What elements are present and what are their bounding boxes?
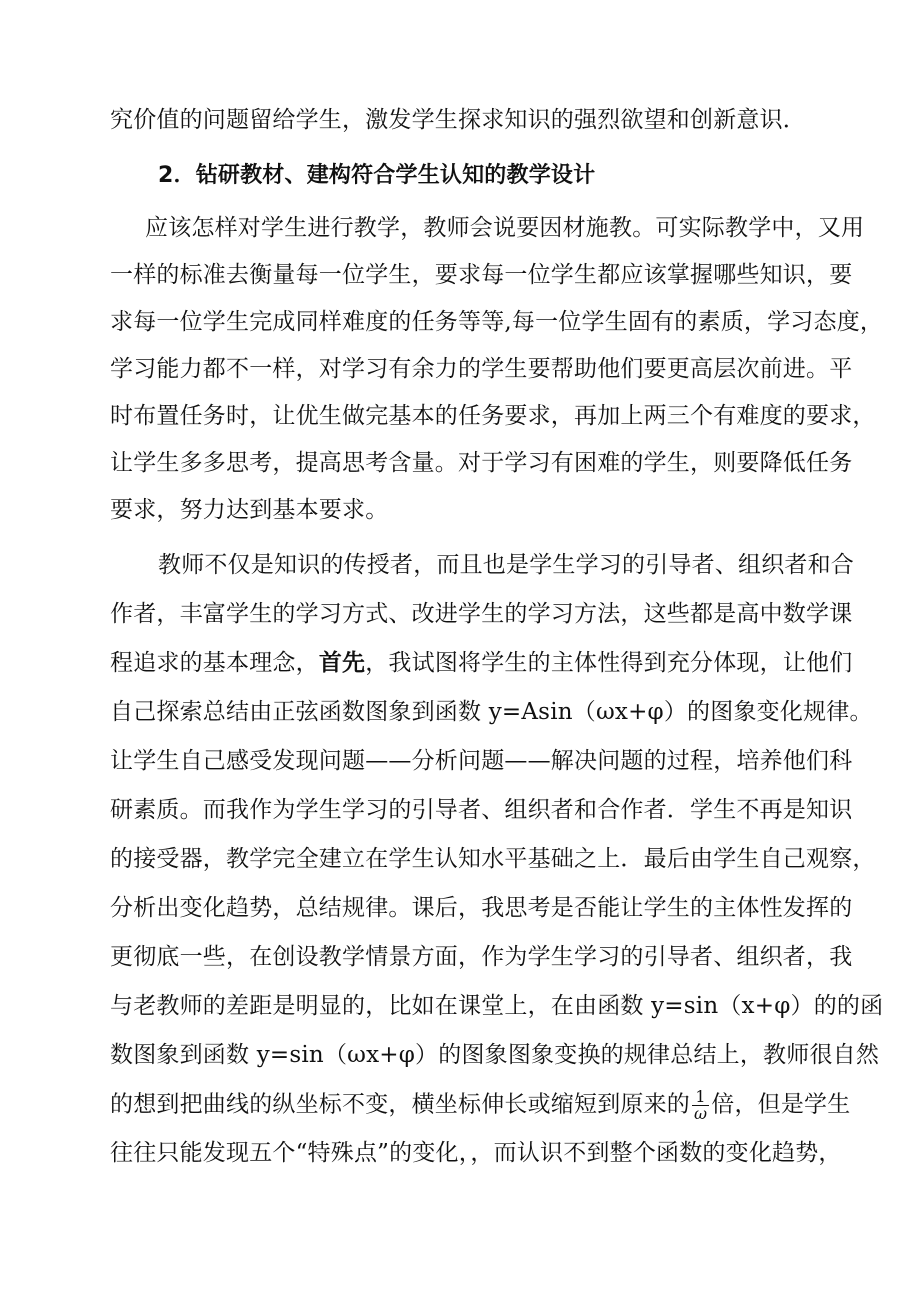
paragraph-line: 一样的标准去衡量每一位学生，要求每一位学生都应该掌握哪些知识，要 xyxy=(110,262,853,288)
paragraph-line xyxy=(110,648,853,678)
paragraph-line: 数图象到函数 y=sin（ωx+φ）的图象图象变换的规律总结上，教师很自然 xyxy=(110,1042,880,1068)
paragraph-line: 要求，努力达到基本要求。 xyxy=(110,497,389,523)
line-text: 的想到把曲线的纵坐标不变，横坐标伸长或缩短到原来的 xyxy=(110,1091,690,1118)
paragraph-line: 究价值的问题留给学生，激发学生探求知识的强烈欲望和创新意识． xyxy=(110,107,806,133)
line-text: 倍，但是学生 xyxy=(711,1091,851,1118)
line-text: 程追求的基本理念， xyxy=(110,650,319,676)
paragraph-line: 求每一位学生完成同样难度的任务等等,每一位学生固有的素质，学习态度， xyxy=(110,309,884,335)
fraction-numerator: 1 xyxy=(692,1089,709,1106)
paragraph-line: 让学生多多思考，提高思考含量。对于学习有困难的学生，则要降低任务 xyxy=(110,450,853,476)
paragraph-line: 研素质。而我作为学生学习的引导者、组织者和合作者．学生不再是知识 xyxy=(110,797,853,823)
line-text: ，我试图将学生的主体性得到充分体现，让他们 xyxy=(365,650,853,676)
paragraph-line: 应该怎样对学生进行教学，教师会说要因材施教。可实际教学中，又用 xyxy=(145,215,865,241)
paragraph-line: 更彻底一些，在创设教学情景方面，作为学生学习的引导者、组织者，我 xyxy=(110,944,853,970)
paragraph-line: 作者，丰富学生的学习方式、改进学生的学习方法，这些都是高中数学课 xyxy=(110,601,853,627)
paragraph-line: 与老教师的差距是明显的，比如在课堂上，在由函数 y=sin（x+φ）的的函 xyxy=(110,993,884,1019)
paragraph-line xyxy=(110,1087,851,1123)
fraction xyxy=(692,1089,709,1122)
emphasis-text: 首先 xyxy=(318,650,366,676)
paragraph-line: 学习能力都不一样，对学习有余力的学生要帮助他们要更高层次前进。平 xyxy=(110,356,853,382)
paragraph-line: 让学生自己感受发现问题——分析问题——解决问题的过程，培养他们科 xyxy=(110,748,853,774)
section-heading: 2．钻研教材、建构符合学生认知的教学设计 xyxy=(158,163,596,188)
paragraph-line: 往往只能发现五个“特殊点”的变化，，而认识不到整个函数的变化趋势， xyxy=(110,1140,842,1166)
paragraph-line: 分析出变化趋势，总结规律。课后，我思考是否能让学生的主体性发挥的 xyxy=(110,895,853,921)
paragraph-line: 时布置任务时，让优生做完基本的任务要求，再加上两三个有难度的要求， xyxy=(110,403,876,429)
paragraph-line: 教师不仅是知识的传授者，而且也是学生学习的引导者、组织者和合 xyxy=(158,552,854,578)
paragraph-line: 自己探索总结由正弦函数图象到函数 y=Asin（ωx+φ）的图象变化规律。 xyxy=(110,699,873,725)
fraction-denominator: ω xyxy=(694,1104,708,1123)
paragraph-line: 的接受器，教学完全建立在学生认知水平基础之上．最后由学生自己观察， xyxy=(110,846,876,872)
